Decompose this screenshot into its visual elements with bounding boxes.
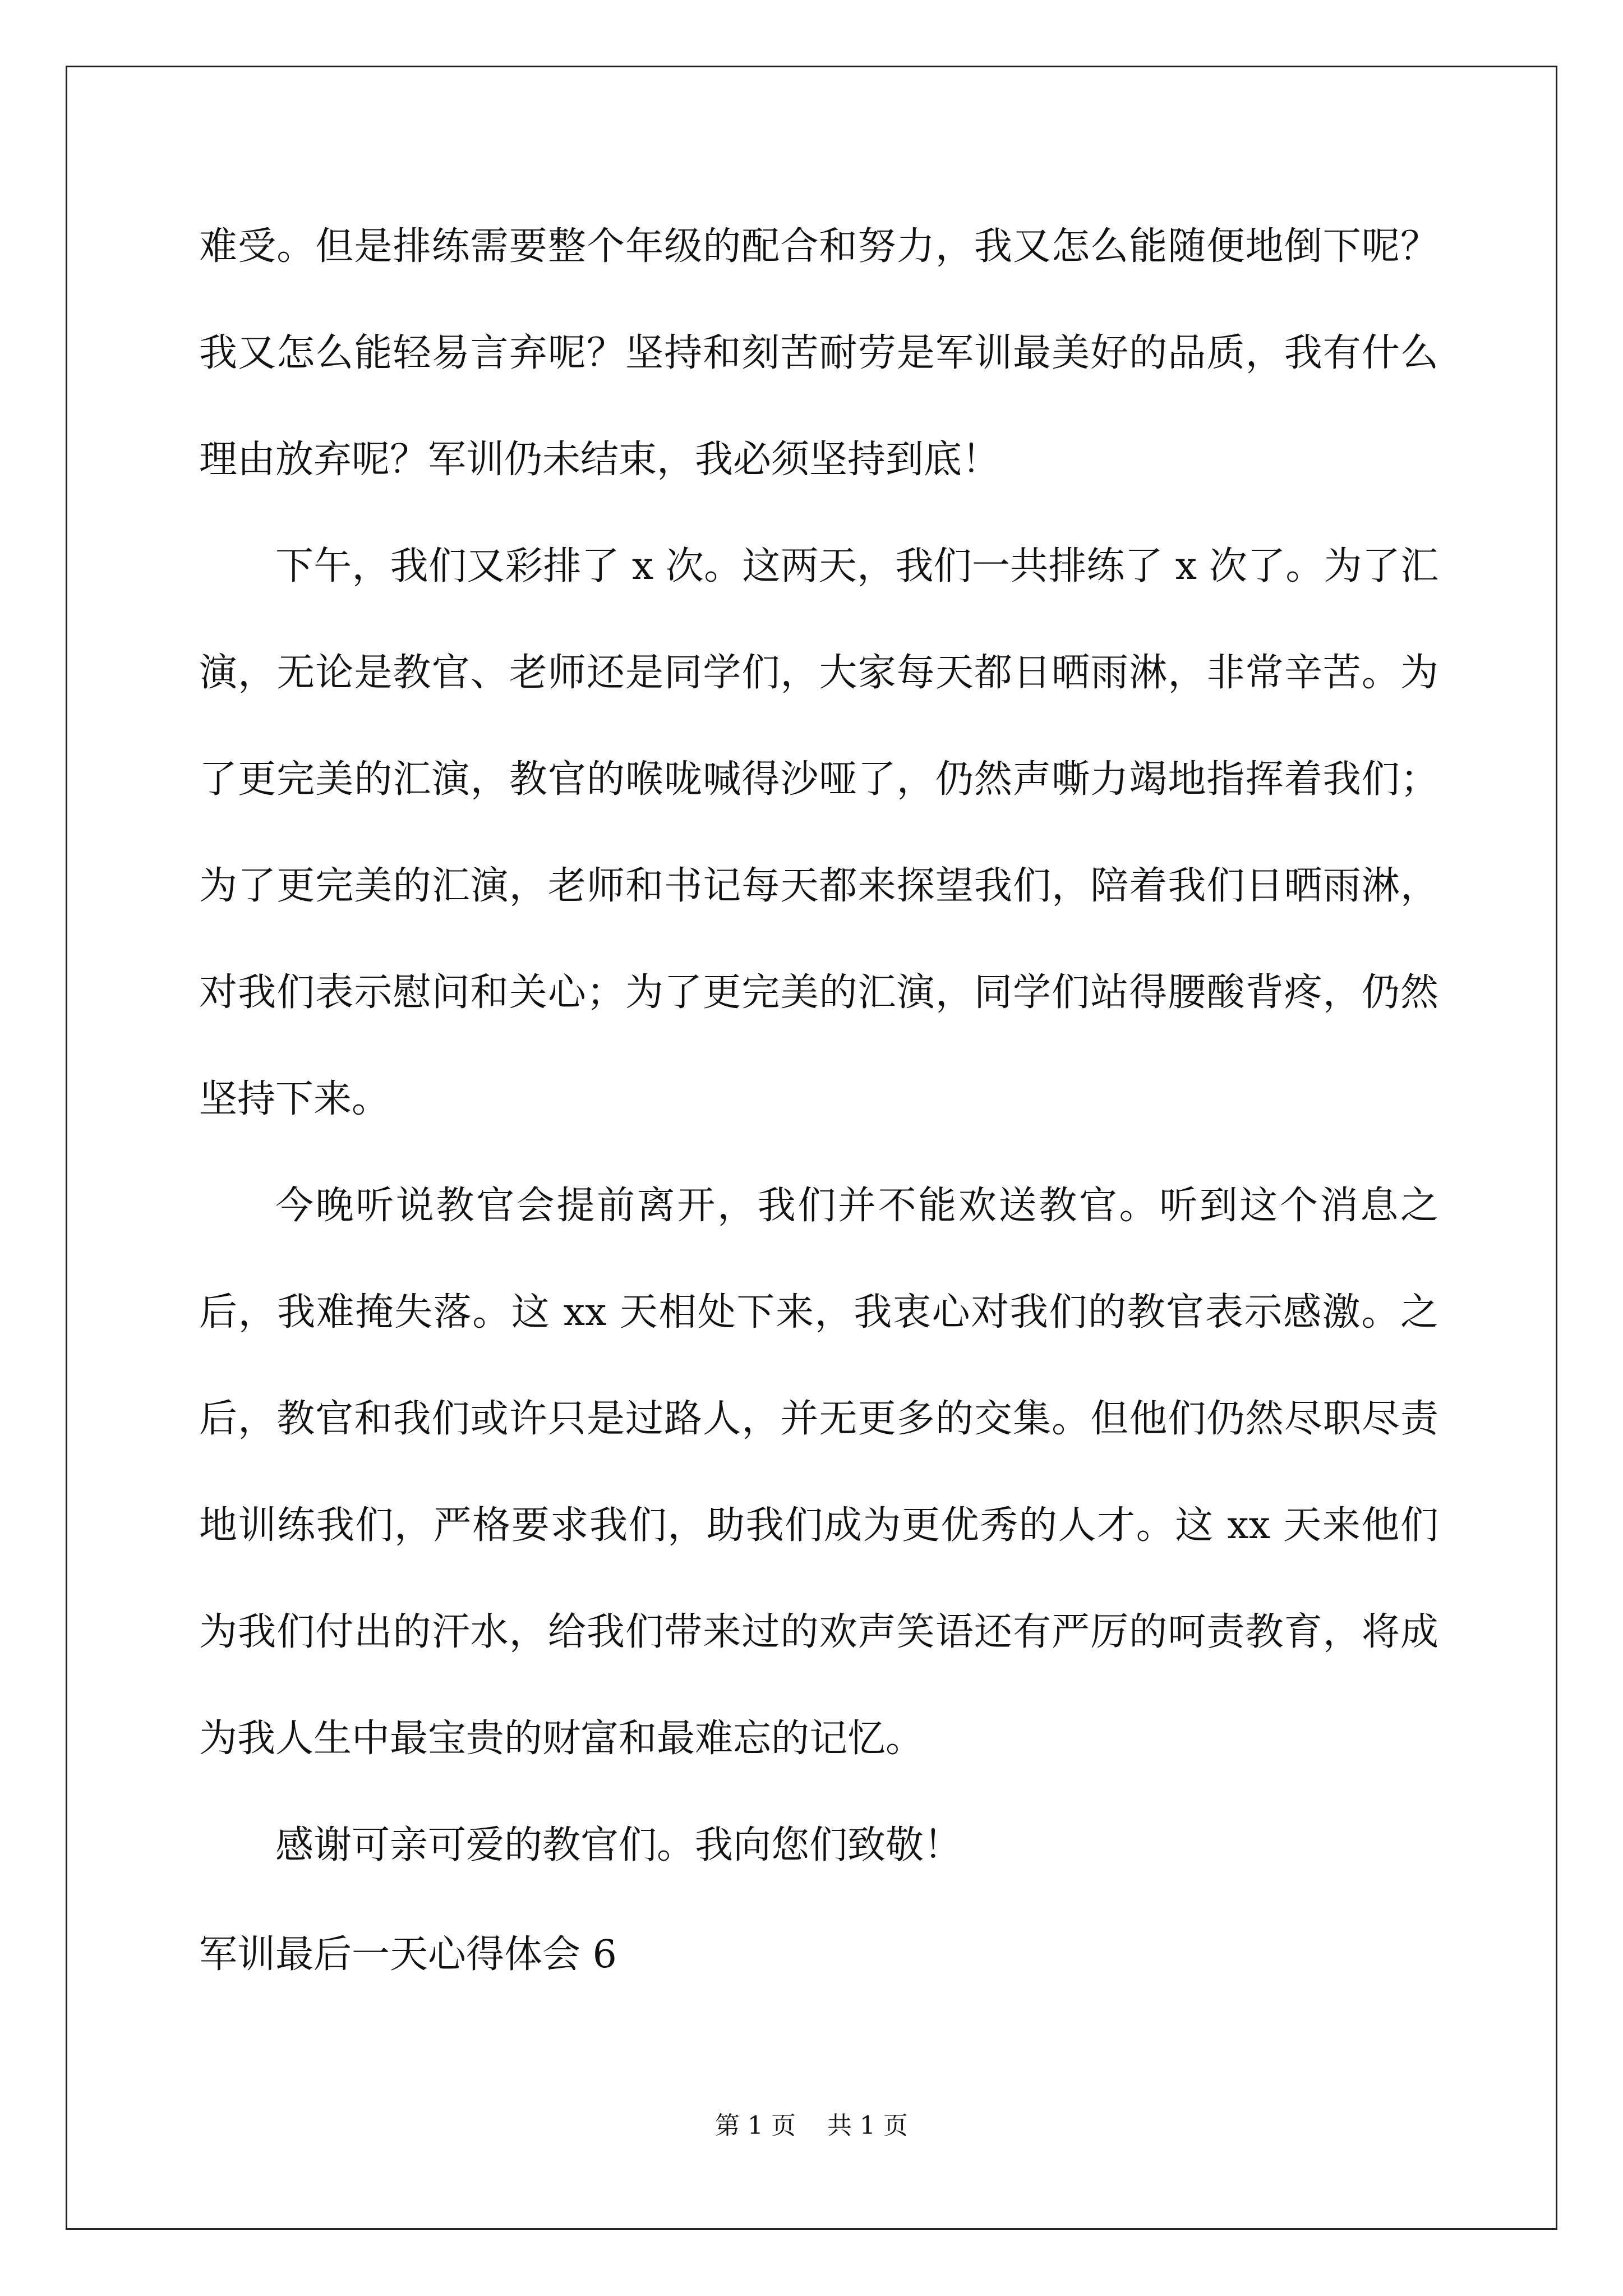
paragraph-1: 难受。但是排练需要整个年级的配合和努力，我又怎么能随便地倒下呢？我又怎么能轻易言弃呢？坚持和刻苦耐劳是军训最美好的品质，我有什么理由放弃呢？军训仍未结束，我必须坚持到底！	[199, 224, 1438, 482]
document-body	[199, 194, 1438, 1899]
paragraph-4: 感谢可亲可爱的教官们。我向您们致敬！	[275, 1823, 962, 1867]
paragraph-2: 下午，我们又彩排了 x 次。这两天，我们一共排练了 x 次了。为了汇演，无论是教官、老师还是同学们，大家每天都日晒雨淋，非常辛苦。为了更完美的汇演，教官的喉咙喊得沙哑了，仍然声嘶力竭地指挥着我们；为了更完美的汇演，老师和书记每天都来探望我们，陪着我们日晒雨淋，对我们表示慰问和关心；为了更完美的汇演，同学们站得腰酸背疼，仍然坚持下来。	[199, 544, 1438, 1121]
page-footer: 第 1 页 共 1 页	[715, 2111, 908, 2140]
section-heading: 军训最后一天心得体会 6	[199, 1932, 617, 1977]
paragraph-3: 今晚听说教官会提前离开，我们并不能欢送教官。听到这个消息之后，我难掩失落。这 xx 天相处下来，我衷心对我们的教官表示感激。之后，教官和我们或许只是过路人，并无更多的交集。但他们仍然尽职尽责地训练我们，严格要求我们，助我们成为更优秀的人才。这 xx 天来他们为我们付出的汗水，给我们带来过的欢声笑语还有严厉的呵责教育，将成为我人生中最宝贵的财富和最难忘的记忆。	[199, 1184, 1438, 1761]
